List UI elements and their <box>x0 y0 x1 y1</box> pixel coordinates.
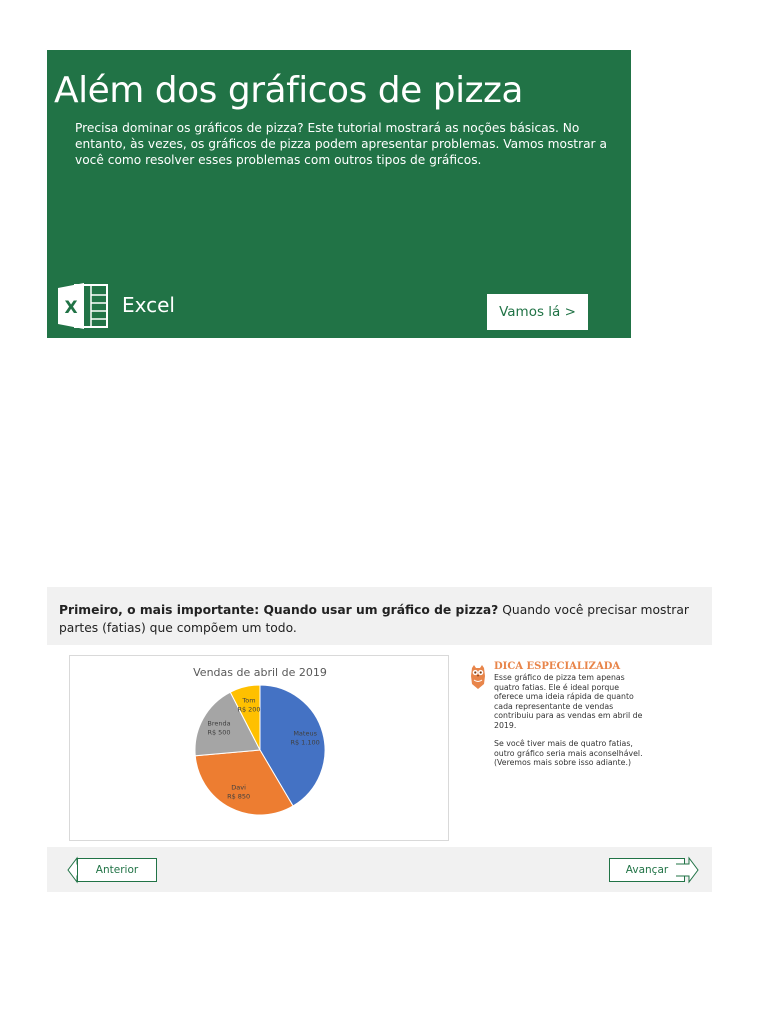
owl-icon <box>469 664 487 690</box>
question-text <box>59 601 711 637</box>
tip-paragraph-1: Esse gráfico de pizza tem apenas quatro fatias. Ele é ideal porque oferece uma ideia rápida de quanto cada representante de vendas contribuiu para as vendas em abril de 2019. <box>494 673 643 730</box>
chart-title: Vendas de abril de 2019 <box>193 666 327 679</box>
banner-title: Além dos gráficos de pizza <box>54 70 523 111</box>
navigation-bar <box>47 847 712 892</box>
slice-value-brenda: R$ 500 <box>207 728 231 737</box>
slice-value-tom: R$ 200 <box>237 705 261 714</box>
banner-description: Precisa dominar os gráficos de pizza? Este tutorial mostrará as noções básicas. No entanto, às vezes, os gráficos de pizza podem apresentar problemas. Vamos mostrar a você como resolver esses problemas com outros tipos de gráficos. <box>75 121 607 167</box>
slice-label-tom: Tom <box>242 696 256 705</box>
slice-value-davi: R$ 850 <box>227 792 251 801</box>
next-button[interactable]: Avançar <box>609 858 685 882</box>
arrow-right-icon[interactable] <box>675 856 699 884</box>
pie-chart-svg <box>70 656 450 842</box>
svg-text:X: X <box>64 298 78 318</box>
question-heading: Primeiro, o mais importante: Quando usar um gráfico de pizza? <box>59 603 499 617</box>
hero-banner <box>47 50 631 338</box>
slice-label-brenda: Brenda <box>207 719 231 728</box>
tip-body <box>494 673 650 777</box>
question-section <box>47 587 712 645</box>
slice-label-davi: Davi <box>231 783 246 792</box>
excel-app-name: Excel <box>122 293 175 317</box>
excel-logo-icon <box>57 282 109 330</box>
slice-label-mateus: Mateus <box>293 729 317 738</box>
previous-button[interactable]: Anterior <box>77 858 157 882</box>
start-button[interactable]: Vamos lá > <box>487 294 588 330</box>
pie-chart <box>69 655 449 841</box>
question-answer: Quando você precisar mostrar partes (fatias) que compõem um todo. <box>59 603 689 635</box>
tip-paragraph-2: Se você tiver mais de quatro fatias, outro gráfico seria mais aconselhável. (Veremos mais sobre isso adiante.) <box>494 739 643 767</box>
slice-value-mateus: R$ 1.100 <box>290 738 320 747</box>
tip-title: DICA ESPECIALIZADA <box>494 661 621 672</box>
